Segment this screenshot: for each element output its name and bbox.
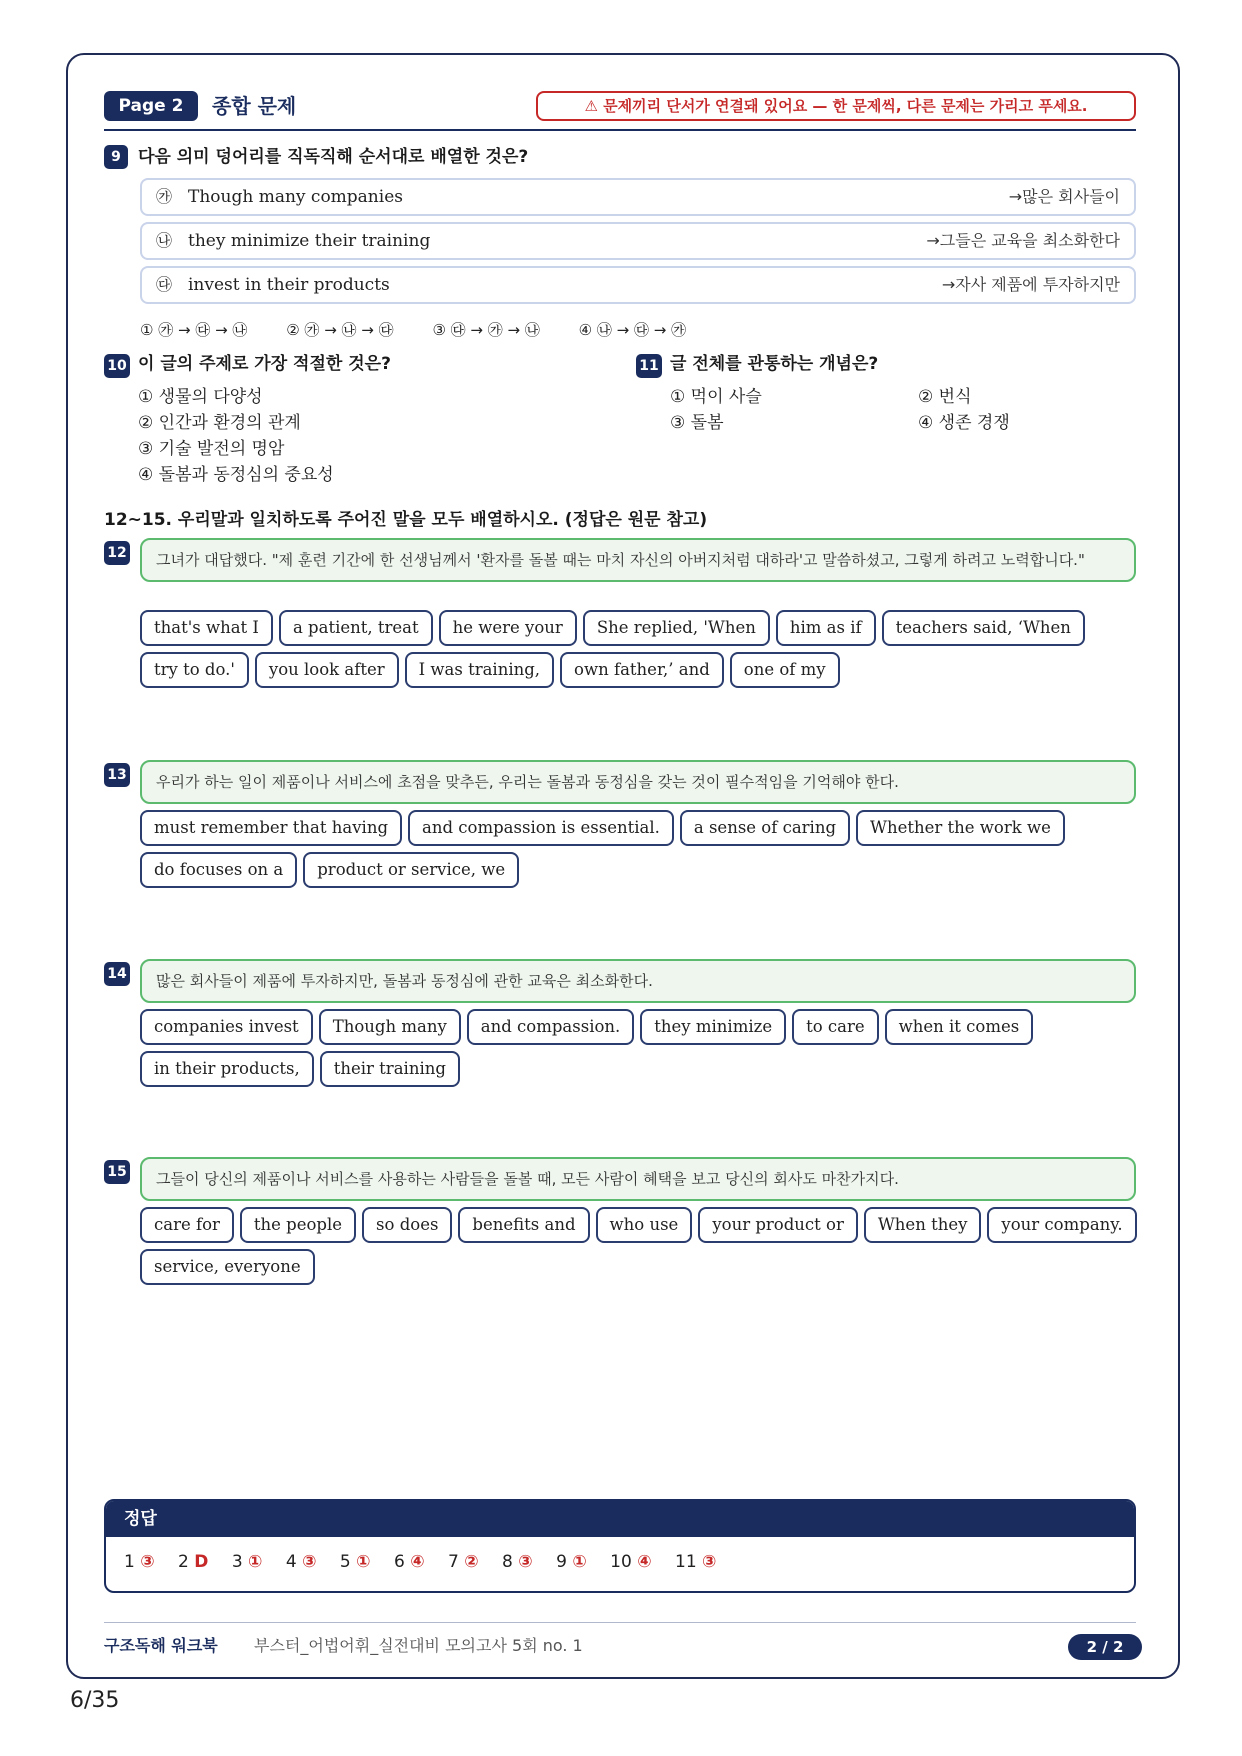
answer-item: 4 ③ (285, 1552, 317, 1572)
option-2: ② ㉮ → ㉯ → ㉰ (286, 321, 394, 339)
answer-item: 6 ④ (393, 1552, 425, 1572)
word-tile[interactable]: She replied, 'When (583, 610, 770, 646)
footer-brand: 구조독해 워크북 (104, 1636, 218, 1655)
word-tile[interactable]: they minimize (640, 1009, 786, 1045)
answer-item: 3 ① (231, 1552, 263, 1572)
option-1: ① 먹이 사슬 (670, 387, 762, 407)
word-tile[interactable]: and compassion is essential. (408, 810, 674, 846)
word-tile[interactable]: to care (792, 1009, 879, 1045)
word-tile[interactable]: benefits and (458, 1207, 589, 1243)
question-10-options (138, 384, 334, 488)
question-number-9: 9 (104, 145, 128, 169)
answer-item: 2 D (178, 1552, 209, 1572)
question-number-10: 10 (104, 354, 130, 378)
question-number-15: 15 (104, 1160, 130, 1184)
chunk-korean: →많은 회사들이 (1008, 187, 1120, 206)
option-3: ③ 기술 발전의 명암 (138, 439, 285, 459)
header-divider (104, 129, 1136, 131)
word-tile[interactable]: Though many (319, 1009, 461, 1045)
word-tile[interactable]: one of my (730, 652, 840, 688)
footer-subtitle: 부스터_어법어휘_실전대비 모의고사 5회 no. 1 (254, 1636, 583, 1655)
word-tile[interactable]: When they (864, 1207, 982, 1243)
tiles-12 (140, 610, 1140, 688)
word-tile[interactable]: must remember that having (140, 810, 402, 846)
option-2: ② 인간과 환경의 관계 (138, 413, 301, 433)
passage-14: 많은 회사들이 제품에 투자하지만, 돌봄과 동정심에 관한 교육은 최소화한다. (140, 959, 1136, 1003)
word-tile[interactable]: him as if (776, 610, 876, 646)
word-tile[interactable]: you look after (255, 652, 399, 688)
instruction-12-15: 12~15. 우리말과 일치하도록 주어진 말을 모두 배열하시오. (정답은 원문 참고) (104, 510, 708, 530)
answer-key-title: 정답 (106, 1501, 1134, 1537)
word-tile[interactable]: when it comes (885, 1009, 1034, 1045)
tiles-13 (140, 810, 1140, 888)
answer-item: 10 ④ (610, 1552, 652, 1572)
answer-item: 5 ① (339, 1552, 371, 1572)
word-tile[interactable]: and compassion. (467, 1009, 635, 1045)
word-tile[interactable]: their training (320, 1051, 460, 1087)
page-badge: Page 2 (104, 91, 198, 121)
word-tile[interactable]: own father,’ and (560, 652, 724, 688)
answer-item: 11 ③ (675, 1552, 717, 1572)
chunk-symbol: ㉰ (156, 275, 173, 294)
question-10-text: 이 글의 주제로 가장 적절한 것은? (138, 354, 391, 374)
chunk-symbol: ㉯ (156, 231, 173, 250)
chunk-row-da (140, 266, 1136, 304)
word-tile[interactable]: product or service, we (303, 852, 519, 888)
word-tile[interactable]: Whether the work we (856, 810, 1065, 846)
sheet-number: 6/35 (70, 1688, 120, 1713)
answer-item: 9 ① (556, 1552, 587, 1572)
passage-15: 그들이 당신의 제품이나 서비스를 사용하는 사람들을 돌볼 때, 모든 사람이 혜택을 보고 당신의 회사도 마찬가지다. (140, 1157, 1136, 1201)
chunk-english: invest in their products (188, 275, 390, 295)
passage-12: 그녀가 대답했다. "제 훈련 기간에 한 선생님께서 '환자를 돌볼 때는 마치 자신의 아버지처럼 대하라'고 말씀하셨고, 그렇게 하려고 노력합니다." (140, 538, 1136, 582)
chunk-symbol: ㉮ (156, 187, 173, 206)
option-1: ① 생물의 다양성 (138, 387, 263, 407)
word-tile[interactable]: that's what I (140, 610, 273, 646)
option-1: ① ㉮ → ㉰ → ㉯ (140, 321, 248, 339)
question-11-text: 글 전체를 관통하는 개념은? (670, 354, 879, 374)
chunk-row-ga (140, 178, 1136, 216)
question-number-14: 14 (104, 962, 130, 986)
chunk-korean: →그들은 교육을 최소화한다 (926, 231, 1120, 250)
question-number-12: 12 (104, 541, 130, 565)
word-tile[interactable]: a patient, treat (279, 610, 433, 646)
word-tile[interactable]: so does (362, 1207, 452, 1243)
word-tile[interactable]: who use (596, 1207, 693, 1243)
chunk-korean: →자사 제품에 투자하지만 (941, 275, 1120, 294)
option-4: ④ 생존 경쟁 (918, 413, 1010, 433)
option-4: ④ ㉯ → ㉰ → ㉮ (578, 321, 687, 339)
option-2: ② 번식 (918, 387, 972, 407)
question-number-13: 13 (104, 763, 130, 787)
word-tile[interactable]: teachers said, ‘When (882, 610, 1085, 646)
answer-key-box (104, 1499, 1136, 1593)
word-tile[interactable]: do focuses on a (140, 852, 297, 888)
option-4: ④ 돌봄과 동정심의 중요성 (138, 465, 334, 485)
word-tile[interactable]: I was training, (405, 652, 554, 688)
word-tile[interactable]: the people (240, 1207, 356, 1243)
question-9-options (140, 319, 720, 340)
warning-banner: ⚠ 문제끼리 단서가 연결돼 있어요 — 한 문제씩, 다른 문제는 가리고 푸세요. (536, 91, 1136, 121)
tiles-14 (140, 1009, 1140, 1087)
word-tile[interactable]: a sense of caring (680, 810, 850, 846)
word-tile[interactable]: he were your (439, 610, 577, 646)
chunk-english: they minimize their training (188, 231, 431, 251)
word-tile[interactable]: service, everyone (140, 1249, 315, 1285)
word-tile[interactable]: in their products, (140, 1051, 314, 1087)
footer-divider (104, 1622, 1136, 1623)
word-tile[interactable]: your product or (698, 1207, 858, 1243)
question-number-11: 11 (636, 354, 662, 378)
passage-13: 우리가 하는 일이 제품이나 서비스에 초점을 맞추든, 우리는 돌봄과 동정심을 갖는 것이 필수적임을 기억해야 한다. (140, 760, 1136, 804)
section-title: 종합 문제 (212, 94, 297, 118)
question-9-text: 다음 의미 덩어리를 직독직해 순서대로 배열한 것은? (138, 147, 529, 167)
chunk-row-na (140, 222, 1136, 260)
answer-item: 8 ③ (502, 1552, 533, 1572)
footer-page-indicator: 2 / 2 (1068, 1634, 1142, 1660)
option-3: ③ 돌봄 (670, 413, 724, 433)
answer-item: 7 ② (448, 1552, 479, 1572)
word-tile[interactable]: companies invest (140, 1009, 313, 1045)
word-tile[interactable]: try to do.' (140, 652, 249, 688)
word-tile[interactable]: care for (140, 1207, 234, 1243)
answer-key-row (106, 1537, 1134, 1587)
word-tile[interactable]: your company. (987, 1207, 1136, 1243)
option-3: ③ ㉰ → ㉮ → ㉯ (432, 321, 540, 339)
tiles-15 (140, 1207, 1140, 1285)
answer-item: 1 ③ (124, 1552, 155, 1572)
chunk-english: Though many companies (188, 187, 403, 207)
